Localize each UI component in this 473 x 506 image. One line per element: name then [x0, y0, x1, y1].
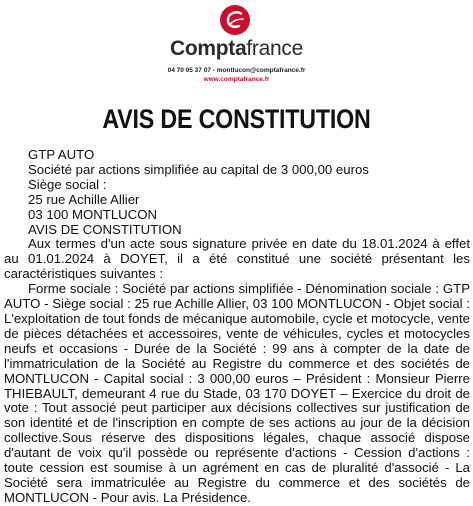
- notice-subtitle: AVIS DE CONSTITUTION: [28, 221, 182, 237]
- company-form: Société par actions simplifiée au capital de 3 000,00 euros: [28, 161, 369, 177]
- notice-paragraph-details: Forme sociale : Société par actions simplifiée - Dénomination sociale : GTP AUTO - Siège social : 25 rue Achille Allier, 03 100 MONTLUCON - Objet social : L'exploitation de tout fonds de mécanique automobile, cycle et motocycle, vente de pièces détachées et accessoires, vente de véhicules, cycles et motocycles neufs et occasions - Durée de la Société : 99 ans à compter de la date de l'immatriculation de la Société au Registre du commerce et des sociétés de MONTLUCON - Capital social : 3 000,00 euros – Président : Monsieur Pierre THIEBAULT, demeurant 4 rue du Stade, 03 170 DOYET – Exercice du droit de vote : Tout associé peut participer aux décisions collectives sur justification de son identité et de l'inscription en compte de ses actions au jour de la décision collective.Sous réserve des dispositions légales, chaque associé dispose d'autant de voix qu'il possède ou représente d'actions - Cession d'actions : toute cession est soumise à un agrément en cas de pluralité d'associé - La Société sera immatriculée au Registre du commerce et des sociétés de MONTLUCON - Pour avis. La Présidence.: [4, 281, 470, 505]
- address-street: 25 rue Achille Allier: [28, 191, 140, 207]
- header: [0, 0, 473, 92]
- address-city: 03 100 MONTLUCON: [28, 206, 157, 222]
- contact-line: 04 70 05 37 07 - montlucon@comptafrance.fr: [167, 67, 306, 74]
- comptafrance-logo-icon: [219, 4, 251, 36]
- brand-name: [0, 38, 473, 60]
- notice-title: AVIS DE CONSTITUTION: [102, 104, 371, 134]
- website-link[interactable]: www.comptafrance.fr: [203, 76, 270, 83]
- notice-body: [4, 148, 470, 506]
- brand-name-light: france: [246, 37, 303, 60]
- company-name: GTP AUTO: [28, 147, 95, 162]
- registered-office-label: Siège social :: [28, 176, 107, 192]
- brand-name-bold: Compta: [170, 37, 247, 60]
- notice-paragraph-intro: Aux termes d'un acte sous signature privée en date du 18.01.2024 à effet au 01.01.2024 à DOYET, il a été constitué une société présentant les caractéristiques suivantes :: [4, 236, 470, 282]
